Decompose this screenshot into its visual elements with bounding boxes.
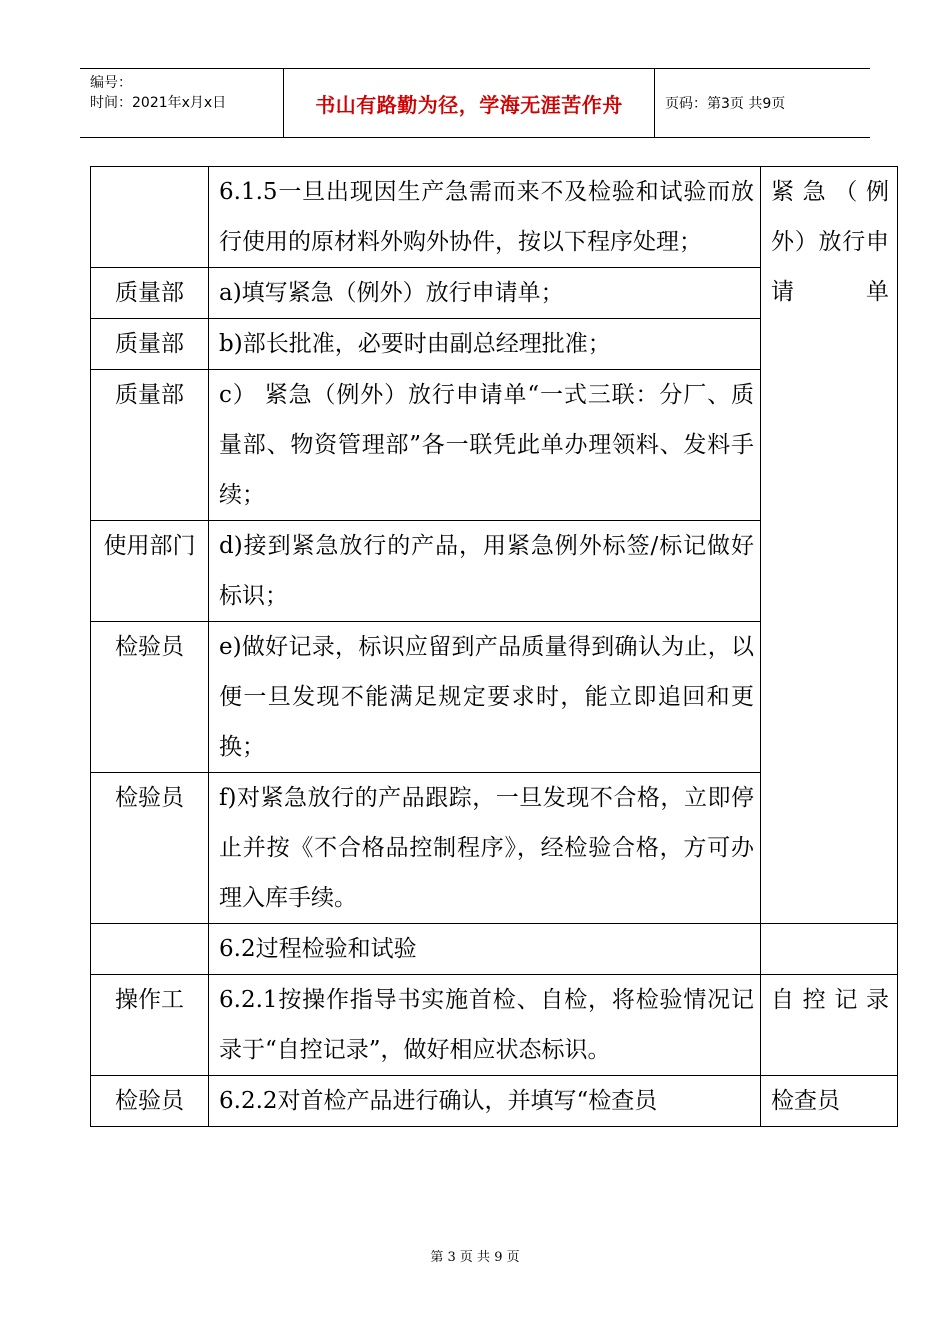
page-footer: 第 3 页 共 9 页 — [430, 1250, 520, 1265]
dept-cell: 质量部 — [91, 370, 209, 521]
content-cell: e)做好记录，标识应留到产品质量得到确认为止，以便一旦发现不能满足规定要求时，能立即追回和更换； — [209, 622, 761, 773]
content-cell: a)填写紧急（例外）放行申请单； — [209, 268, 761, 319]
dept-cell: 操作工 — [91, 975, 209, 1076]
header-meta — [90, 73, 280, 113]
record-cell-merged: 紧急（例外）放行申请单 — [761, 167, 898, 924]
header-page-info: 页码：第3页 共9页 — [665, 96, 786, 112]
dept-cell: 检验员 — [91, 1076, 209, 1127]
dept-cell: 质量部 — [91, 319, 209, 370]
dept-cell: 质量部 — [91, 268, 209, 319]
content-cell: 6.1.5一旦出现因生产急需而来不及检验和试验而放行使用的原材料外购外协件，按以下程序处理； — [209, 167, 761, 268]
record-cell: 自控记录 — [761, 975, 898, 1076]
table-row — [91, 975, 898, 1076]
dept-cell — [91, 167, 209, 268]
content-cell: 6.2.1按操作指导书实施首检、自检，将检验情况记录于“自控记录”，做好相应状态标识。 — [209, 975, 761, 1076]
dept-cell: 使用部门 — [91, 521, 209, 622]
table-row — [91, 1076, 898, 1127]
table-row — [91, 924, 898, 975]
procedure-table — [90, 166, 898, 1127]
page-header — [80, 68, 870, 138]
content-cell: 6.2.2对首检产品进行确认，并填写“检查员 — [209, 1076, 761, 1127]
content-cell: c） 紧急（例外）放行申请单“一式三联：分厂、质量部、物资管理部”各一联凭此单办理领料、发料手续； — [209, 370, 761, 521]
record-cell: 检查员 — [761, 1076, 898, 1127]
table-row — [91, 167, 898, 268]
document-time-label: 时间：2021年x月x日 — [90, 95, 227, 111]
header-motto: 书山有路勤为径，学海无涯苦作舟 — [315, 92, 623, 117]
content-cell: d)接到紧急放行的产品，用紧急例外标签/标记做好标识； — [209, 521, 761, 622]
content-cell: f)对紧急放行的产品跟踪，一旦发现不合格，立即停止并按《不合格品控制程序》，经检验合格，方可办理入库手续。 — [209, 773, 761, 924]
dept-cell: 检验员 — [91, 622, 209, 773]
content-cell: b)部长批准，必要时由副总经理批准； — [209, 319, 761, 370]
header-divider — [654, 69, 655, 137]
dept-cell: 检验员 — [91, 773, 209, 924]
record-cell — [761, 924, 898, 975]
dept-cell — [91, 924, 209, 975]
document-number-label: 编号： — [90, 75, 132, 91]
content-cell: 6.2过程检验和试验 — [209, 924, 761, 975]
